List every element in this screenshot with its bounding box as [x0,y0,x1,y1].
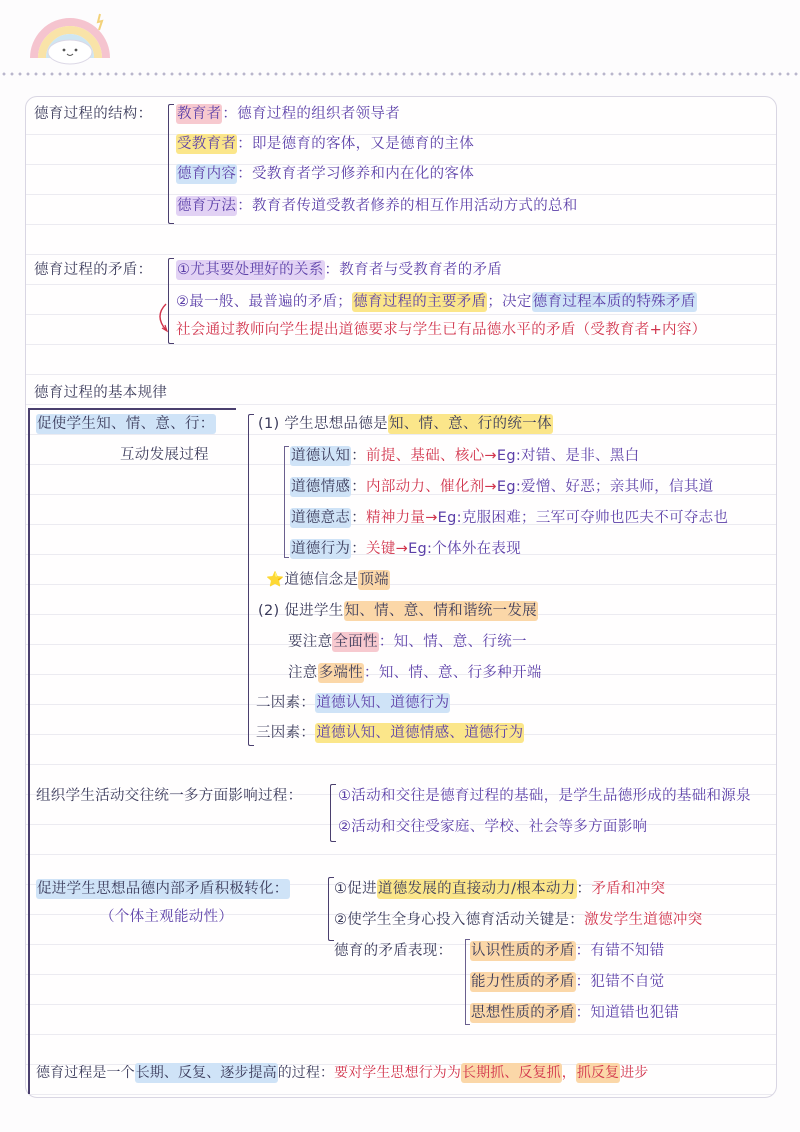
text: Eg:爱憎、好恶；亲其师，信其道 [496,479,714,495]
law2-row-1: ①活动和交往是德育过程的基础，是学生品德形成的基础和源泉 [338,788,751,804]
text: 道德情感 [291,479,351,495]
law3-sublabel: （个体主观能动性） [100,909,234,925]
term-educatee: 受教育者 [177,136,237,152]
text: 道德认知 [291,448,351,464]
law1-label [36,414,216,434]
curved-arrow-icon [152,302,174,336]
text: 抓反复 [576,1065,620,1081]
left-vertical-line [28,408,30,1094]
text: 激发学生道德冲突 [584,912,703,928]
text: 认识性质的矛盾 [471,943,575,959]
text: ： [351,510,367,526]
contradiction-cognitive [470,941,664,961]
text: 的过程： [277,1065,335,1081]
contradiction-thought [470,1003,679,1023]
law1-sub-bracket [284,446,289,558]
text: 三因素： [256,725,316,741]
law2-label: 组织学生活动交往统一多方面影响过程： [36,788,303,804]
text: ；决定 [487,294,532,310]
structure-row-method [176,196,578,216]
text: ：知、情、意、行统一 [378,634,527,650]
rainbow-cloud-icon [24,8,114,66]
text: 矛盾和冲突 [591,881,666,897]
text: ， [561,1065,576,1081]
component-cognition [290,446,639,466]
structure-bracket [168,104,174,224]
text: ：即是德育的客体，又是德育的主体 [237,136,475,152]
text: ：教育者与受教育者的矛盾 [324,262,503,278]
component-emotion [290,477,713,497]
text: 关键→ [366,541,409,557]
structure-label: 德育过程的结构： [34,106,153,122]
text: ②使学生全身心投入德育活动关键是： [334,912,585,928]
structure-row-educatee [176,134,474,154]
text: 顶端 [359,572,389,588]
text: ：德育过程的组织者领导者 [222,106,401,122]
component-behavior [290,539,521,559]
text: 道德发展的直接动力/根本动力 [377,881,576,897]
multi-start [288,663,542,683]
text: 内部动力、催化剂→ [366,479,497,495]
term-content: 德育内容 [177,166,237,182]
law4-row [36,1063,648,1083]
text: (1) 学生思想品德是 [258,416,388,432]
text: Eg:克服困难；三军可夺帅也匹夫不可夺志也 [437,510,729,526]
text: 德育过程的主要矛盾 [353,294,487,310]
structure-row-content [176,164,474,184]
text: 能力性质的矛盾 [471,974,575,990]
text: 德育过程是一个 [36,1065,135,1081]
three-factors [256,723,524,743]
text: ：知道错也犯错 [575,1005,680,1021]
text: ：教育者传道受教者修养的相互作用活动方式的总和 [237,198,578,214]
text: 前提、基础、核心→ [366,448,497,464]
text: Eg:对错、是非、黑白 [496,448,640,464]
text: 德育过程本质的特殊矛盾 [532,294,696,310]
text: 精神力量→ [366,510,438,526]
law3-row-2 [334,910,703,930]
text: 长期抓、反复抓 [462,1065,561,1081]
text: 要对学生思想行为为 [334,1065,462,1081]
contradiction-row-1 [176,260,502,280]
text: 促进学生思想品德内部矛盾积极转化： [37,881,289,897]
law3-label [36,879,290,899]
text: ： [351,448,367,464]
law1-point-2 [258,601,538,621]
text: ⭐道德信念是 [266,572,359,588]
text: 要注意 [288,634,333,650]
text: ：有错不知错 [575,943,665,959]
term-educator: 教育者 [177,106,222,122]
text: ：知、情、意、行多种开端 [364,665,542,681]
structure-row-educator [176,104,400,124]
text: 道德意志 [291,510,351,526]
text: ：犯错不自觉 [575,974,665,990]
text: 全面性 [333,634,378,650]
text: 促使学生知、情、意、行： [37,416,215,432]
law3-row-1 [334,879,665,899]
law1-sublabel: 互动发展过程 [120,447,209,463]
text: 道德认知、道德行为 [316,695,450,711]
text: 道德行为 [291,541,351,557]
text: ①尤其要处理好的关系 [177,262,324,278]
basic-laws-title: 德育过程的基本规律 [34,385,168,401]
text: 长期、反复、逐步提高 [135,1065,277,1081]
belief-note [266,570,390,590]
text: ： [351,541,367,557]
contradiction-ability [470,972,664,992]
top-rule [28,408,236,410]
text: 道德认知、道德情感、道德行为 [316,725,524,741]
text: (2) 促进学生 [258,603,344,619]
text: 注意 [288,665,318,681]
component-will [290,508,728,528]
text: 二因素： [256,695,316,711]
law3-row-3: 德育的矛盾表现： [334,943,453,959]
law2-row-2: ②活动和交往受家庭、学校、社会等多方面影响 [338,819,648,835]
text: ： [351,479,367,495]
text: ②最一般、最普遍的矛盾； [176,294,353,310]
text: 知、情、意、行的统一体 [388,416,552,432]
law2-bracket [330,784,336,842]
comprehensiveness [288,632,527,652]
text: ： [576,881,592,897]
contradiction-row-3: 社会通过教师向学生提出道德要求与学生已有品德水平的矛盾（受教育者+内容） [176,322,707,338]
contradiction-row-2 [176,292,697,312]
dotted-divider [0,72,800,76]
text: 知、情、意、情和谐统一发展 [344,603,537,619]
text: Eg:个体外在表现 [408,541,522,557]
text: 多端性 [318,665,364,681]
text: 思想性质的矛盾 [471,1005,575,1021]
contradiction-label: 德育过程的矛盾： [34,262,153,278]
text: 进步 [620,1065,649,1081]
term-method: 德育方法 [177,198,237,214]
text: ①促进 [334,881,377,897]
law1-point-1 [258,414,553,434]
two-factors [256,693,450,713]
law1-bracket [248,414,254,746]
text: ：受教育者学习修养和内在化的客体 [237,166,475,182]
